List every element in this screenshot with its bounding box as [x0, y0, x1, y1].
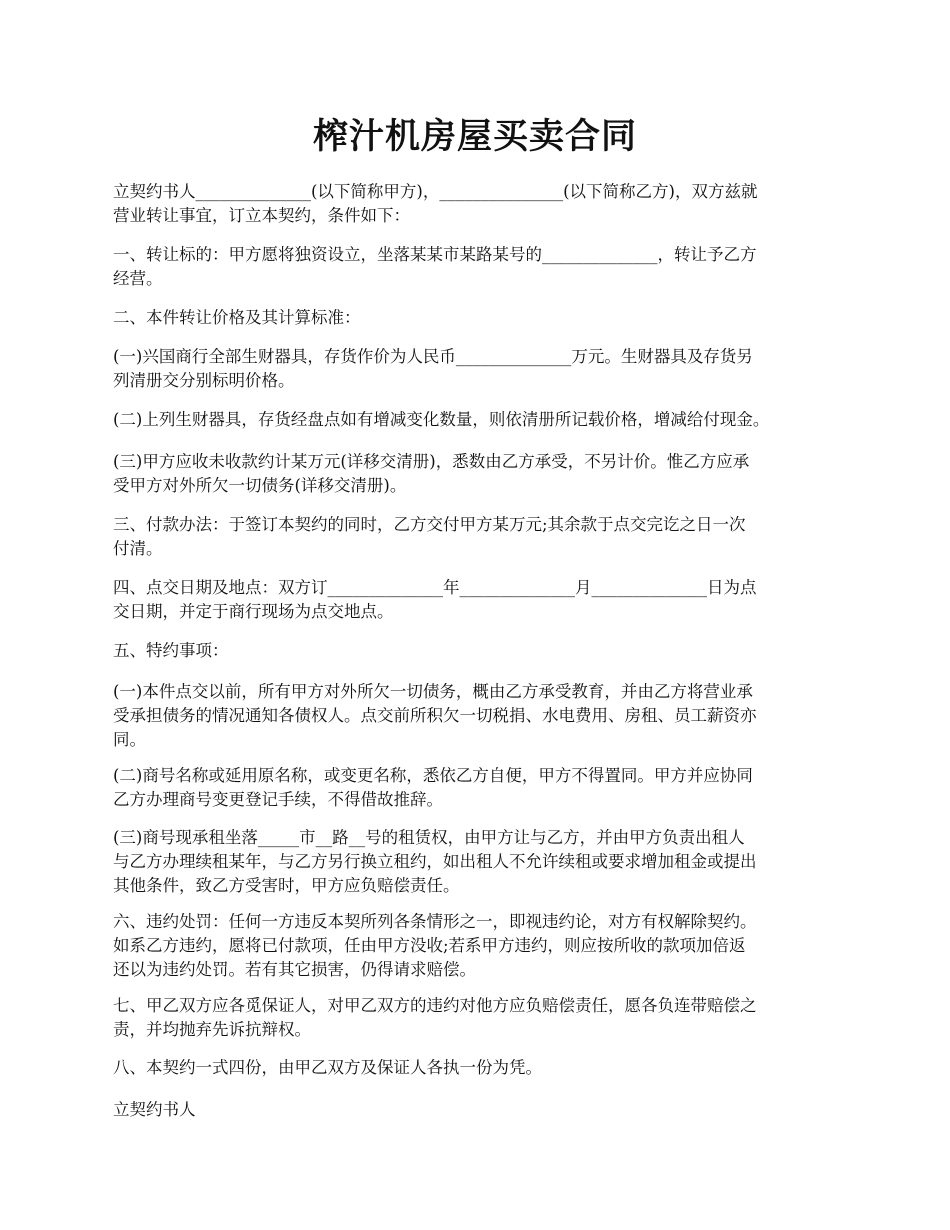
text-line: 营业转让事宜，订立本契约，条件如下：: [113, 206, 410, 225]
text-line: 受甲方对外所欠一切债务(详移交清册)。: [113, 476, 407, 495]
paragraph-signature: [113, 1098, 843, 1122]
text-line: 五、特约事项：: [113, 641, 229, 660]
text-line: 立契约书人: [113, 1100, 196, 1119]
text-line: 还以为违约处罚。若有其它损害，仍得请求赔偿。: [113, 960, 476, 979]
text-line: 与乙方办理续租某年，与乙方另行换立租约，如出租人不允许续租或要求增加租金或提出: [113, 852, 757, 871]
paragraph-clause-2: [113, 306, 843, 330]
paragraph-clause-5-2: [113, 764, 843, 812]
text-line: (一)本件点交以前，所有甲方对外所欠一切债务，概由乙方承受教育，并由乙方将营业承: [113, 682, 753, 701]
text-line: (二)上列生财器具，存货经盘点如有增减变化数量，则依清册所记载价格，增减给付现金。: [113, 410, 770, 429]
paragraph-clause-5: [113, 639, 843, 663]
text-line: 列清册交分别标明价格。: [113, 371, 295, 390]
text-line: 七、甲乙双方应各觅保证人，对甲乙双方的违约对他方应负赔偿责任，愿各负连带赔偿之: [113, 996, 757, 1015]
text-line: 三、付款办法：于签订本契约的同时，乙方交付甲方某万元;其余款于点交完讫之日一次: [113, 515, 746, 534]
text-line: 责，并均抛弃先诉抗辩权。: [113, 1020, 311, 1039]
text-line: (三)商号现承租坐落_____市__路__号的租赁权，由甲方让与乙方，并由甲方负责出租人: [113, 828, 745, 847]
text-line: 四、点交日期及地点：双方订______________年______________月______________日为点: [113, 578, 757, 597]
text-line: 受承担债务的情况通知各债权人。点交前所积欠一切税捐、水电费用、房租、员工薪资亦: [113, 706, 757, 725]
paragraph-clause-1: [113, 243, 843, 291]
paragraph-clause-7: [113, 994, 843, 1042]
text-line: 八、本契约一式四份，由甲乙双方及保证人各执一份为凭。: [113, 1058, 542, 1077]
paragraph-clause-5-1: [113, 680, 843, 752]
text-line: (一)兴国商行全部生财器具，存货作价为人民币______________万元。生财器具及存货另: [113, 347, 753, 366]
text-line: 乙方办理商号变更登记手续，不得借故推辞。: [113, 790, 443, 809]
paragraph-clause-2-1: [113, 345, 843, 393]
text-line: 一、转让标的：甲方愿将独资设立，坐落某某市某路某号的______________，转让予乙方: [113, 245, 757, 264]
text-line: 同。: [113, 730, 146, 749]
paragraph-clause-6: [113, 910, 843, 982]
text-line: 交日期，并定于商行现场为点交地点。: [113, 602, 394, 621]
document-title: 榨汁机房屋买卖合同: [312, 116, 637, 157]
paragraph-clause-2-2: [113, 408, 843, 432]
text-line: 六、违约处罚：任何一方违反本契所列各条情形之一，即视违约论，对方有权解除契约。: [113, 912, 757, 931]
text-line: 立契约书人______________(以下简称甲方)，_______________(以下简称乙方)，双方兹就: [113, 182, 758, 201]
text-line: (三)甲方应收未收款约计某万元(详移交清册)，悉数由乙方承受，不另计价。惟乙方应承: [113, 452, 750, 471]
paragraph-clause-8: [113, 1056, 843, 1080]
paragraph-clause-5-3: [113, 826, 843, 898]
text-line: 二、本件转让价格及其计算标准：: [113, 308, 361, 327]
paragraph-clause-3: [113, 513, 843, 561]
text-line: 其他条件，致乙方受害时，甲方应负赔偿责任。: [113, 876, 460, 895]
text-line: (二)商号名称或延用原名称，或变更名称，悉依乙方自便，甲方不得置同。甲方并应协同: [113, 766, 753, 785]
paragraph-preamble: [113, 180, 843, 228]
text-line: 如系乙方违约，愿将已付款项，任由甲方没收;若系甲方违约，则应按所收的款项加倍返: [113, 936, 746, 955]
text-line: 付清。: [113, 539, 163, 558]
text-line: 经营。: [113, 269, 163, 288]
paragraph-clause-4: [113, 576, 843, 624]
paragraph-clause-2-3: [113, 450, 843, 498]
